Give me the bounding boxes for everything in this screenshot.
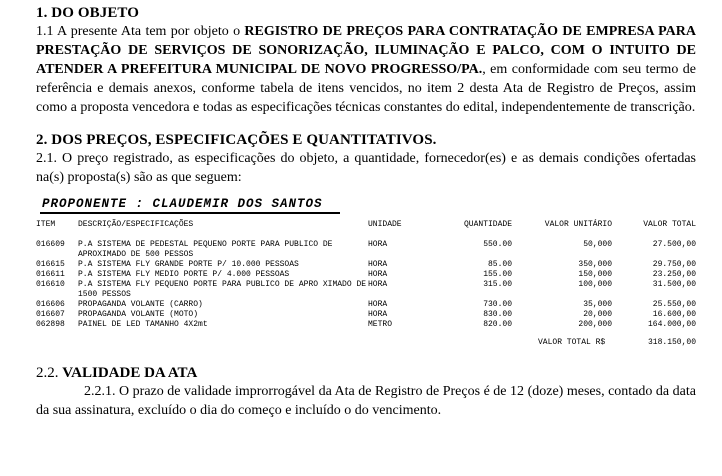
table-row xyxy=(36,260,696,270)
cell-item: 016610 xyxy=(36,280,65,289)
cell-unit: HORA xyxy=(368,270,388,279)
proponent-label: PROPONENTE : CLAUDEMIR DOS SANTOS xyxy=(42,197,323,211)
cell-unit-price: 20,000 xyxy=(583,310,612,319)
section-1-paragraph xyxy=(36,22,696,117)
cell-unit-price: 200,000 xyxy=(578,320,612,329)
section-2-heading: 2. DOS PREÇOS, ESPECIFICAÇÕES E QUANTITATIVOS. xyxy=(36,132,437,148)
table-row xyxy=(36,270,696,280)
items-table xyxy=(36,220,696,330)
col-header-unit: UNIDADE xyxy=(368,220,402,229)
cell-quantity: 830.00 xyxy=(483,310,512,319)
section-1-object-bold: REGISTRO DE PREÇOS PARA CONTRATAÇÃO DE EMPRESA PARA PRESTAÇÃO DE SERVIÇOS DE SONORIZAÇÃO, ILUMINAÇÃO E PALCO, COM O INTUITO DE ATENDER A PREFEITURA MUNICIPAL DE NOVO PROGRESSO/PA. xyxy=(36,24,696,77)
cell-description: PROPAGANDA VOLANTE (CARRO) xyxy=(78,300,203,309)
cell-unit-price: 100,000 xyxy=(578,280,612,289)
cell-unit-price: 35,000 xyxy=(583,300,612,309)
cell-item: 016615 xyxy=(36,260,65,269)
cell-total: 25.550,00 xyxy=(652,300,696,309)
cell-item: 016611 xyxy=(36,270,65,279)
cell-item: 062898 xyxy=(36,320,65,329)
proponent-underline xyxy=(40,212,340,214)
cell-unit-price: 350,000 xyxy=(578,260,612,269)
col-header-unit-price: VALOR UNITÁRIO xyxy=(544,220,612,229)
cell-total: 164.000,00 xyxy=(647,320,696,329)
cell-description: PAINEL DE LED TAMANHO 4X2mt xyxy=(78,320,208,329)
col-header-quantity: QUANTIDADE xyxy=(463,220,512,229)
cell-unit: HORA xyxy=(368,300,388,309)
cell-unit: HORA xyxy=(368,280,388,289)
cell-quantity: 155.00 xyxy=(483,270,512,279)
total-label: VALOR TOTAL R$ xyxy=(538,338,606,347)
cell-total: 27.500,00 xyxy=(652,240,696,249)
section-22-paragraph: 2.2.1. O prazo de validade improrrogável da Ata de Registro de Preços é de 12 (doze) meses, contado da data da sua assinatura, excluído o dia do começo e incluído o do vencimento. xyxy=(36,384,696,418)
table-header-row xyxy=(36,220,696,240)
cell-unit-price: 150,000 xyxy=(578,270,612,279)
cell-unit-price: 50,000 xyxy=(583,240,612,249)
section-22-number: 2.2. xyxy=(36,365,63,381)
section-22-heading xyxy=(36,364,696,382)
cell-description: PROPAGANDA VOLANTE (MOTO) xyxy=(78,310,199,319)
section-1-heading: 1. DO OBJETO xyxy=(36,5,140,21)
col-header-description: DESCRIÇÃO/ESPECIFICAÇÕES xyxy=(78,220,194,229)
cell-unit: METRO xyxy=(368,320,393,329)
cell-quantity: 820.00 xyxy=(483,320,512,329)
cell-description: P.A SISTEMA FLY GRANDE PORTE P/ 10.000 PESSOAS xyxy=(78,260,299,269)
cell-description: P.A SISTEMA FLY MEDIO PORTE P/ 4.000 PESSOAS xyxy=(78,270,290,279)
cell-total: 31.500,00 xyxy=(652,280,696,289)
table-total-line xyxy=(36,338,696,350)
col-header-item: ITEM xyxy=(36,220,56,229)
cell-quantity: 730.00 xyxy=(483,300,512,309)
cell-unit: HORA xyxy=(368,240,388,249)
section-22-title: VALIDADE DA ATA xyxy=(62,365,198,381)
cell-description: P.A SISTEMA FLY PEQUENO PORTE PARA PUBLICO DE APRO XIMADO DE 1500 PESSOS xyxy=(78,280,367,299)
col-header-total: VALOR TOTAL xyxy=(643,220,696,229)
cell-description: P.A SISTEMA DE PEDESTAL PEQUENO PORTE PARA PUBLICO DE APROXIMADO DE 500 PESSOS xyxy=(78,240,333,259)
cell-quantity: 315.00 xyxy=(483,280,512,289)
cell-quantity: 85.00 xyxy=(487,260,512,269)
table-row xyxy=(36,320,696,330)
cell-item: 016607 xyxy=(36,310,65,319)
table-row xyxy=(36,240,696,260)
total-value: 318.150,00 xyxy=(647,338,696,347)
section-2-paragraph: 2.1. O preço registrado, as especificações do objeto, a quantidade, fornecedor(es) e as demais condições ofertadas na(s) proposta(s) são as que seguem: xyxy=(36,151,696,185)
table-row xyxy=(36,310,696,320)
cell-total: 16.600,00 xyxy=(652,310,696,319)
cell-item: 016606 xyxy=(36,300,65,309)
document-page xyxy=(36,4,696,420)
cell-total: 29.750,00 xyxy=(652,260,696,269)
cell-total: 23.250,00 xyxy=(652,270,696,279)
cell-item: 016609 xyxy=(36,240,65,249)
table-row xyxy=(36,280,696,300)
cell-unit: HORA xyxy=(368,260,388,269)
section-1-prefix: 1.1 A presente Ata tem por objeto o xyxy=(36,24,245,39)
cell-unit: HORA xyxy=(368,310,388,319)
cell-quantity: 550.00 xyxy=(483,240,512,249)
section-1-suffix: , em conformidade com seu termo de referência e demais anexos, conforme tabela de itens vencidos, no item 2 desta Ata de Registro de Preços, assim como a proposta vencedora e todas as especificações técnicas constantes do edital, independentemente de transcrição. xyxy=(36,62,696,115)
table-row xyxy=(36,300,696,310)
